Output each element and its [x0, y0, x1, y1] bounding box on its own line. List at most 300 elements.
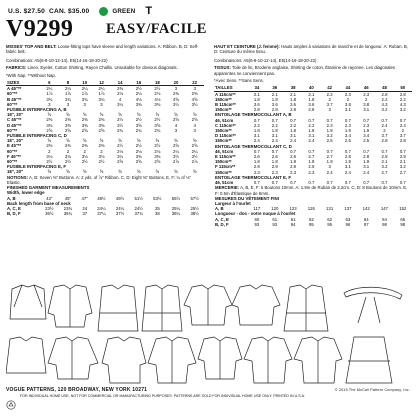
- yardage-cell: 2½: [64, 159, 71, 165]
- yardage-cell: 3⅛: [46, 153, 53, 159]
- yardage-cell: 1⅞: [81, 91, 88, 97]
- yardage-cell: 2.3: [363, 91, 370, 97]
- yardage-cell: 2.8: [253, 107, 260, 113]
- yardage-cell: 95: [308, 221, 314, 227]
- row-label: 60"**: [7, 101, 18, 107]
- yardage-cell: 2⅜: [98, 117, 105, 123]
- yardage-cell: 2½: [135, 117, 142, 123]
- yardage-cell: 117: [253, 206, 261, 212]
- row-label: B 115cm**: [215, 102, 236, 108]
- size-cell: 22: [185, 80, 204, 86]
- yardage-cell: 3½: [117, 122, 124, 128]
- yardage-row: [6, 211, 204, 216]
- yardage-cell: ⅝: [155, 138, 160, 144]
- yardage-cell: 0.7: [271, 180, 278, 186]
- yardage-cell: 0.7: [326, 148, 333, 154]
- size-cell: 6: [40, 80, 59, 86]
- yardage-cell: ⅝: [82, 112, 87, 118]
- combinations-fr: Combinaisons: A5(6-8-10-12-14), E5(14-16-18-20-22): [214, 57, 317, 63]
- row-label: 150cm**: [215, 107, 232, 113]
- size-cell: 18: [148, 80, 167, 86]
- yardage-cell: 3⅛: [64, 153, 71, 159]
- description-text: Loose-fitting tops have sleeve and length variations. A: Ribbon. B, D: Self-fabric belt.: [6, 44, 199, 55]
- yardage-cell: 3.6: [271, 102, 278, 108]
- yardage-cell: 51½: [134, 195, 143, 201]
- yardage-cell: 0.7: [363, 117, 370, 123]
- yardage-cell: 3.2: [326, 133, 333, 139]
- yardage-cell: 1.8: [290, 128, 297, 134]
- row-label: A, C, E: [215, 216, 229, 222]
- yardage-cell: 2.9: [381, 154, 388, 160]
- yardage-cell: ⅝: [136, 112, 141, 118]
- yardage-cell: 2⅜: [46, 117, 53, 123]
- yardage-cell: 2¼: [81, 86, 88, 92]
- sketch-f-alt: [244, 337, 292, 383]
- yardage-cell: 3⅜: [81, 122, 88, 128]
- yardage-cell: 2.3: [344, 122, 351, 128]
- yardage-cell: 2⅝: [172, 143, 179, 149]
- row-label: 150cm**: [215, 128, 232, 134]
- yardage-cell: ⅝: [136, 169, 141, 175]
- recycle-icon: [6, 400, 16, 410]
- fabrics: [6, 65, 204, 70]
- notions-row: [6, 175, 204, 185]
- yardage-cell: 0.7: [381, 180, 388, 186]
- yardage-cell: ⅝: [192, 138, 197, 144]
- yardage-cell: 0.7: [399, 148, 406, 154]
- yardage-cell: ⅝: [136, 138, 141, 144]
- nap-note-fr: *Avec Sens. **Sans Sens.: [214, 78, 264, 84]
- row-label: 150cm**: [215, 169, 232, 175]
- yardage-cell: 37¾: [134, 211, 143, 217]
- yardage-cell: 2⅜: [81, 143, 88, 149]
- sketch-f-back: [102, 337, 146, 383]
- yardage-cell: 3: [328, 164, 331, 170]
- yardage-cell: 2.2: [399, 96, 406, 102]
- interfacing-cd-title: FUSIBLE INTERFACING C, D: [7, 133, 67, 139]
- yardage-cell: 3⅝: [154, 122, 161, 128]
- yardage-cell: 2⅛: [117, 91, 124, 97]
- color-label: GREEN: [112, 8, 136, 15]
- english-column: [6, 44, 204, 216]
- yardage-cell: 2.1: [399, 159, 406, 165]
- yardage-cell: 3.7: [381, 133, 388, 139]
- publisher-line: [6, 388, 410, 392]
- yardage-cell: 2⅛: [135, 91, 142, 97]
- yardage-cell: 0.7: [290, 117, 297, 123]
- yardage-cell: 3: [66, 101, 70, 107]
- yardage-cell: 1.8: [308, 159, 315, 165]
- legal-text: FOR INDIVIDUAL HOME USE, NOT FOR COMMERCIAL OR MANUFACTURING PURPOSES. PATTERNS ARE SOLD FOR INDIVIDUAL HOME USE ONLY. PRINTED IN U.S.A.: [20, 394, 306, 399]
- yardage-cell: 2⅝: [191, 117, 198, 123]
- yardage-cell: 2.7: [381, 169, 388, 175]
- yardage-cell: 2½: [135, 143, 142, 149]
- yardage-cell: 38¼: [171, 211, 181, 217]
- yardage-cell: 3: [48, 101, 51, 107]
- row-label: 60"**: [7, 148, 18, 154]
- sketch-belt: [344, 287, 402, 323]
- garment-sketches: [6, 283, 410, 386]
- yardage-cell: 4⅝: [191, 96, 198, 102]
- yardage-cell: 147: [380, 206, 389, 212]
- yardage-cell: 63: [345, 216, 351, 222]
- yardage-cell: 2.1: [271, 91, 278, 97]
- yardage-cell: 131: [326, 206, 334, 212]
- yardage-cell: 2: [48, 148, 51, 154]
- yardage-cell: 3⅜: [135, 101, 142, 107]
- sketch-a-front: [48, 285, 92, 327]
- nap-note: *With Nap. **Without Nap.: [6, 72, 56, 78]
- yardage-cell: 2⅛: [135, 148, 142, 154]
- yardage-cell: 2⅝: [135, 159, 142, 165]
- yardage-cell: ⅝: [118, 138, 122, 144]
- yardage-cell: 0.7: [326, 117, 333, 123]
- yardage-cell: 3.1: [271, 133, 278, 139]
- yardage-cell: 38: [154, 211, 160, 217]
- sketch-e-back: [6, 337, 46, 373]
- size-cell: 16: [129, 80, 148, 86]
- sketch-b-belt: [346, 337, 392, 383]
- interfacing-ab-title: ENTOILAGE THERMOCOLLANT A, B: [215, 112, 292, 118]
- yardage-cell: 0.7: [381, 117, 388, 123]
- yardage-cell: 98: [382, 221, 387, 227]
- size-cell: 20: [167, 80, 186, 86]
- row-label: B, D, F: [215, 221, 229, 227]
- yardage-cell: 2½: [117, 143, 124, 149]
- yardage-cell: 2.8: [271, 107, 278, 113]
- yardage-cell: 2.1: [308, 91, 315, 97]
- sketch-b-back: [98, 285, 138, 331]
- description: [6, 44, 204, 55]
- yardage-cell: 2.4: [381, 122, 388, 128]
- yardage-cell: 43": [46, 195, 53, 201]
- yardage-cell: 1.8: [271, 128, 278, 134]
- yardage-cell: 4: [118, 96, 122, 102]
- size-cell: 42: [321, 85, 339, 91]
- yardage-cell: 2: [383, 128, 386, 134]
- fabrics-fr: [214, 65, 412, 76]
- yardage-cell: 3¾: [81, 96, 88, 102]
- yardage-cell: 126: [307, 206, 315, 212]
- yardage-cell: 120: [271, 206, 279, 212]
- yardage-cell: 3.1: [253, 133, 260, 139]
- width-lower-edge-label: Width, lower edge: [7, 190, 45, 196]
- yardage-cell: 3.8: [363, 102, 370, 108]
- yardage-cell: 2: [346, 96, 350, 102]
- yardage-cell: ⅝: [174, 138, 178, 144]
- yardage-cell: ⅝: [47, 112, 52, 118]
- size-cell: 34: [248, 85, 266, 91]
- row-label: A 115cm**: [215, 91, 236, 97]
- fabrics-text-fr: Toile de lin, Broderie anglaise, Shirting de coton, Étamine de rayonne. Les diagonales apparentes ne conviennent pas.: [214, 65, 395, 76]
- yardage-cell: 3.7: [326, 102, 333, 108]
- row-label: C 115cm**: [215, 122, 236, 128]
- row-label: 46, 51cm: [215, 148, 234, 154]
- yardage-cell: 2.1: [253, 91, 260, 97]
- yardage-cell: 1⅞: [98, 91, 105, 97]
- row-label: 46, 51cm: [215, 180, 234, 186]
- yardage-cell: 3: [328, 107, 331, 113]
- description-heading: MISSES' TOP AND BELT:: [6, 44, 57, 49]
- yardage-cell: ⅝: [47, 169, 52, 175]
- row-label: E 45"**: [7, 143, 22, 149]
- metrage-table: [214, 85, 412, 226]
- sketch-c: [184, 285, 232, 325]
- yardage-cell: ⅝: [192, 169, 197, 175]
- yardage-cell: 3.1: [363, 164, 370, 170]
- yardage-cell: 25½: [190, 205, 199, 211]
- yardage-cell: 2.5: [326, 138, 333, 144]
- yardage-cell: 2¼: [191, 148, 198, 154]
- yardage-cell: 47": [81, 195, 88, 201]
- yardage-cell: 0.7: [253, 148, 260, 154]
- yardage-cell: 3½: [172, 153, 179, 159]
- yardage-cell: 2.7: [326, 154, 333, 160]
- yardage-cell: 123: [289, 206, 297, 212]
- yardage-cell: 0.7: [271, 148, 278, 154]
- footer: [6, 388, 410, 398]
- yardage-cell: 2.9: [290, 164, 297, 170]
- yardage-cell: 3.1: [344, 107, 351, 113]
- yardage-cell: 2½: [135, 86, 142, 92]
- yardage-cell: 2.1: [381, 159, 388, 165]
- pattern-number: V9299: [6, 16, 74, 42]
- yardage-cell: 24½: [134, 205, 143, 211]
- yardage-cell: 3¼: [117, 101, 124, 107]
- yardage-cell: 1⅞: [46, 91, 53, 97]
- yardage-cell: ⅝: [118, 169, 122, 175]
- yardage-cell: ⅝: [155, 169, 160, 175]
- yardage-cell: 2.9: [399, 154, 406, 160]
- size-cell: 10: [77, 80, 92, 86]
- interfacing-ef-title: FUSIBLE INTERFACING E, F: [7, 164, 67, 170]
- row-label: D 115cm**: [215, 133, 236, 139]
- yardage-cell: 2.8: [399, 91, 406, 97]
- yardage-cell: 3.1: [308, 133, 315, 139]
- yardage-cell: ⅝: [174, 169, 178, 175]
- notions: [214, 185, 412, 195]
- yardage-cell: 23¾: [63, 205, 73, 211]
- french-column: [214, 44, 412, 227]
- yardage-cell: 4⅛: [135, 96, 142, 102]
- yardage-cell: 0.7: [308, 148, 315, 154]
- row-label: B, D, F: [7, 211, 21, 217]
- yardage-cell: 3.4: [344, 133, 351, 139]
- row-label: 60"**: [7, 91, 18, 97]
- yardage-cell: 0.7: [344, 117, 351, 123]
- yardage-cell: 1.8: [290, 159, 297, 165]
- yardage-cell: 2.8: [381, 91, 388, 97]
- yardage-cell: 48½: [97, 195, 106, 201]
- yardage-cell: 2.3: [363, 122, 370, 128]
- yardage-cell: 2⅞: [191, 159, 198, 165]
- yardage-cell: 0.7: [271, 117, 278, 123]
- yardage-cell: 2.4: [290, 138, 297, 144]
- yardage-cell: 2.5: [363, 138, 370, 144]
- yardage-cell: 2.8: [381, 138, 388, 144]
- yardage-cell: 3⅝: [135, 122, 142, 128]
- yardage-cell: 2¾: [117, 127, 124, 133]
- yardage-cell: ⅝: [82, 138, 87, 144]
- yardage-cell: 2.9: [253, 164, 260, 170]
- yardage-cell: 2½: [154, 143, 161, 149]
- yardage-cell: 2⅝: [98, 127, 105, 133]
- yardage-cell: 38½: [190, 211, 199, 217]
- sketch-c-back: [232, 285, 280, 325]
- yardage-cell: 24: [82, 205, 88, 211]
- yardage-cell: 2.2: [271, 122, 278, 128]
- yardage-cell: 1.8: [290, 96, 297, 102]
- yardage-cell: 2.6: [290, 154, 297, 160]
- yardage-cell: 1.8: [308, 128, 315, 134]
- yardage-cell: ⅝: [99, 169, 104, 175]
- yardage-cell: 2.2: [326, 91, 333, 97]
- yardage-cell: 3.2: [399, 107, 406, 113]
- interfacing-cd-title: ENTOILAGE THERMOCOLLANT C, D: [215, 143, 292, 149]
- row-label: F 45"**: [7, 153, 21, 159]
- yardage-cell: 2: [66, 148, 70, 154]
- yardage-cell: 2⅜: [81, 117, 88, 123]
- yardage-cell: 2.2: [253, 122, 260, 128]
- yardage-cell: 1.9: [363, 128, 370, 134]
- yardage-cell: 0.7: [290, 148, 297, 154]
- yardage-cell: 4⅝: [172, 96, 179, 102]
- yardage-row: [214, 222, 412, 227]
- yardage-cell: 0.7: [253, 117, 260, 123]
- yardage-cell: ⅝: [192, 112, 197, 118]
- yardage-cell: 97: [363, 221, 369, 227]
- yardage-cell: ⅝: [82, 169, 87, 175]
- yardage-cell: 25¼: [171, 205, 181, 211]
- yardage-cell: 2½: [81, 159, 88, 165]
- size-cell: 14: [111, 80, 130, 86]
- yardage-cell: 3: [100, 101, 103, 107]
- yardage-cell: 3: [83, 101, 86, 107]
- yardage-cell: 1.8: [253, 159, 260, 165]
- yardage-cell: 0.7: [308, 180, 315, 186]
- yardage-cell: 1.9: [363, 159, 370, 165]
- yardage-cell: 25: [154, 205, 160, 211]
- yardage-cell: 62: [327, 216, 333, 222]
- yardage-cell: 3.7: [399, 133, 406, 139]
- yardage-cell: 2.3: [290, 169, 297, 175]
- yardage-cell: 3.6: [290, 102, 297, 108]
- size-cell: 40: [302, 85, 320, 91]
- yardage-cell: 45": [64, 195, 72, 201]
- row-label: F 115cm**: [215, 164, 236, 170]
- yardage-cell: 3.1: [344, 164, 351, 170]
- yardage-cell: 57½: [190, 195, 199, 201]
- row-label: 60"**: [7, 159, 18, 165]
- notions-row: [214, 185, 412, 195]
- yardage-cell: 2.4: [271, 138, 278, 144]
- difficulty-label: EASY/FACILE: [106, 21, 207, 37]
- yardage-cell: 2.8: [399, 138, 406, 144]
- yardage-cell: 36½: [45, 211, 54, 217]
- yardage-cell: 3.2: [381, 164, 388, 170]
- sketch-e-alt: [198, 337, 242, 379]
- yardage-cell: 4.3: [381, 102, 388, 108]
- yardage-cell: 137: [344, 206, 352, 212]
- yardage-cell: 3⅜: [135, 153, 142, 159]
- sketch-a-back: [10, 285, 46, 319]
- yardage-cell: 2.3: [271, 169, 278, 175]
- yardage-cell: 1.8: [253, 96, 260, 102]
- yardage-cell: 3: [193, 127, 196, 133]
- yardage-cell: 3½: [191, 153, 198, 159]
- yardage-cell: 2: [365, 96, 368, 102]
- yardage-cell: 3: [193, 86, 196, 92]
- yardage-cell: 152: [399, 206, 407, 212]
- yardage-cell: 2¼: [64, 86, 71, 92]
- yardage-cell: 3.6: [253, 102, 260, 108]
- yardage-cell: 0.7: [344, 148, 351, 154]
- yardage-cell: 93: [272, 221, 278, 227]
- yardage-cell: 2.5: [344, 138, 351, 144]
- price-can: CAN. $35.00: [49, 8, 90, 15]
- yardage-cell: 2½: [154, 117, 161, 123]
- yardage-cell: 3¼: [117, 153, 124, 159]
- yardage-cell: 0.7: [381, 148, 388, 154]
- yardage-cell: ⅝: [66, 112, 70, 118]
- yardage-cell: 2⅝: [191, 143, 198, 149]
- sizes-label: TAILLES: [214, 85, 248, 91]
- yardage-cell: 3⅜: [46, 122, 53, 128]
- yardage-cell: 3⅛: [81, 153, 88, 159]
- yardage-cell: 2.7: [399, 169, 406, 175]
- yardage-cell: 2⅝: [64, 127, 71, 133]
- yardage-cell: 60: [254, 216, 260, 222]
- yardage-cell: 2⅜: [46, 143, 53, 149]
- fabrics-text: Linen, Eyelet, Cotton Shirting, Rayon Challis. Unsuitable for obvious diagonals.: [27, 65, 178, 71]
- yardage-cell: 2.2: [290, 122, 297, 128]
- sketch-f-long: [294, 337, 342, 383]
- yardage-cell: ⅝: [66, 138, 70, 144]
- row-label: 60"**: [7, 127, 18, 133]
- yardage-cell: 2.6: [253, 154, 260, 160]
- yardage-cell: 94: [290, 221, 296, 227]
- yardage-cell: 2¼: [46, 86, 53, 92]
- finished-measurements-title: FINISHED GARMENT MEASUREMENTS: [7, 185, 90, 191]
- size-cell: 46: [357, 85, 375, 91]
- yardage-cell: 3½: [191, 101, 198, 107]
- yardage-cell: 2½: [46, 159, 53, 165]
- category-letter: T: [145, 5, 153, 17]
- yardage-cell: 1.9: [326, 159, 333, 165]
- yardage-cell: 2.4: [344, 169, 351, 175]
- yardage-cell: ⅝: [155, 112, 160, 118]
- yardage-cell: 3: [174, 86, 178, 92]
- yardage-cell: 2⅜: [64, 143, 71, 149]
- yardage-cell: 2⅜: [98, 143, 105, 149]
- combinations: Combinations: A5(6-8-10-12-14), E5(14-16-18-20-22): [6, 57, 108, 63]
- yardage-cell: 2.3: [253, 169, 260, 175]
- yardage-cell: 0.7: [363, 180, 370, 186]
- yardage-cell: 61: [272, 216, 278, 222]
- yardage-cell: 62: [308, 216, 314, 222]
- copyright: © 2019 The McCall Pattern Company, Inc.: [334, 388, 410, 392]
- yardage-cell: 24¼: [115, 205, 125, 211]
- yardage-cell: 3¾: [64, 96, 71, 102]
- yardage-cell: 2⅜: [191, 91, 198, 97]
- yardage-cell: 0.7: [344, 180, 351, 186]
- yardage-cell: 2: [328, 96, 331, 102]
- yardage-cell: 0.7: [399, 180, 406, 186]
- yardage-cell: 2.4: [399, 122, 406, 128]
- yardage-cell: 2: [100, 148, 103, 154]
- yardage-cell: 142: [362, 206, 370, 212]
- yardage-cell: 3: [174, 127, 178, 133]
